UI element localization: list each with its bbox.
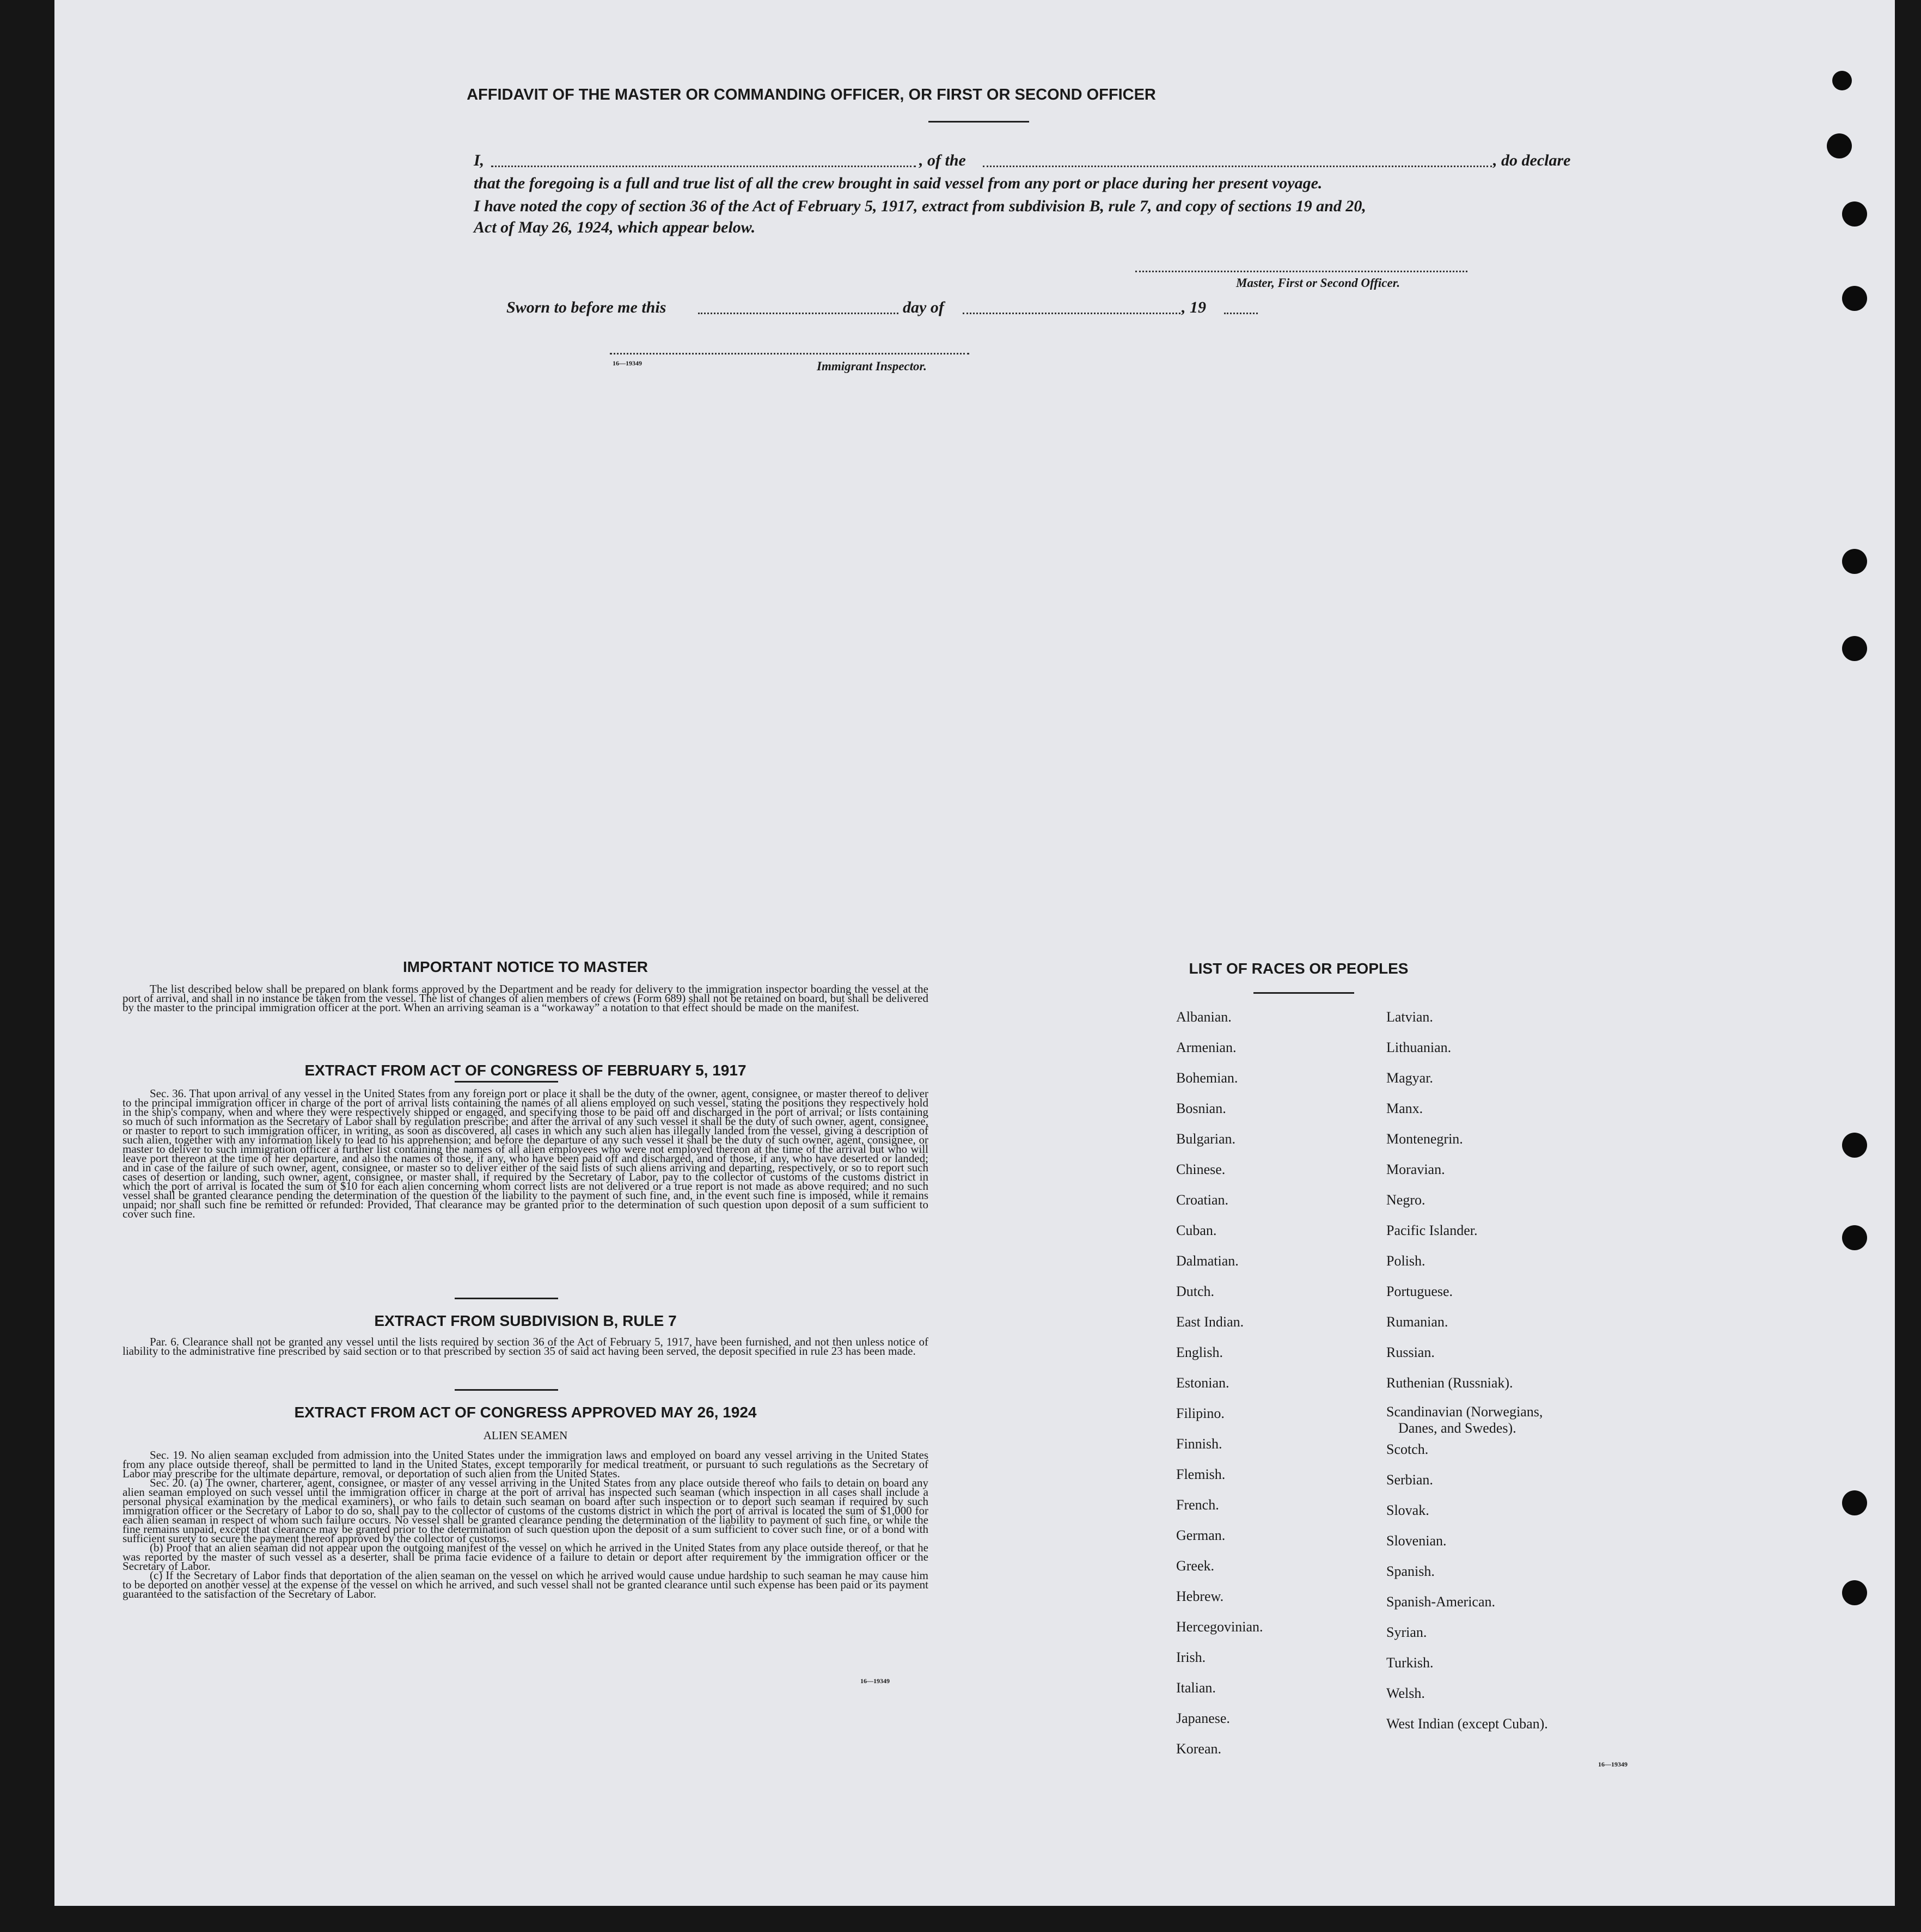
race-item: Scotch.: [1386, 1441, 1429, 1457]
extract-1917-title: EXTRACT FROM ACT OF CONGRESS OF FEBRUARY 5, 1917: [304, 1062, 747, 1079]
section-divider-2: [455, 1298, 558, 1299]
punch-hole: [1842, 636, 1867, 661]
race-item: Japanese.: [1176, 1710, 1230, 1726]
year-label: , 19: [1182, 298, 1206, 316]
form-number-top: 16—19349: [613, 359, 642, 367]
races-title-underline: [1253, 992, 1354, 994]
race-item: Moravian.: [1386, 1161, 1445, 1177]
sworn-line: [506, 298, 1323, 320]
declarant-prefix: I,: [474, 151, 485, 169]
race-item: German.: [1176, 1527, 1226, 1543]
race-item: English.: [1176, 1344, 1223, 1360]
race-item: East Indian.: [1176, 1314, 1244, 1330]
race-item: Hebrew.: [1176, 1588, 1224, 1604]
affidavit-line-1: [474, 151, 1601, 173]
extract-rule7-title: EXTRACT FROM SUBDIVISION B, RULE 7: [374, 1312, 677, 1329]
race-item: Slovenian.: [1386, 1533, 1447, 1549]
race-item: Welsh.: [1386, 1685, 1425, 1701]
race-item: Flemish.: [1176, 1466, 1226, 1482]
race-item: Irish.: [1176, 1649, 1206, 1665]
punch-hole: [1842, 201, 1867, 227]
race-item: Ruthenian (Russniak).: [1386, 1375, 1513, 1391]
extract-rule7-text: Par. 6. Clearance shall not be granted any vessel until the lists required by section 36 of the Act of February 5, 1917, have been furnished, and not then unless notice of liability to the administrative fine prescribed by said section or to that prescribed by section 35 of said act having been served, the deposit specified in rule 23 has been made.: [123, 1335, 928, 1358]
title-underline: [928, 121, 1029, 123]
races-left-column: [1176, 1002, 1263, 1764]
form-number-bottom-left: 16—19349: [860, 1677, 890, 1685]
inspector-signature-field[interactable]: [610, 353, 969, 354]
day-of-label: day of: [903, 298, 944, 316]
race-item: Slovak.: [1386, 1502, 1429, 1518]
signature-field[interactable]: [1135, 271, 1467, 272]
affidavit-line-4: Act of May 26, 1924, which appear below.: [474, 218, 756, 236]
race-item: Bohemian.: [1176, 1070, 1238, 1086]
race-item: Danes, and Swedes).: [1398, 1420, 1516, 1436]
race-item: Negro.: [1386, 1192, 1426, 1208]
punch-hole: [1842, 549, 1867, 574]
race-item: Manx.: [1386, 1100, 1423, 1116]
extract-1924-body: [123, 1448, 928, 1600]
sworn-month-field[interactable]: [963, 313, 1180, 314]
race-item: Finnish.: [1176, 1436, 1222, 1452]
of-the-label: , of the: [919, 151, 966, 169]
race-item: West Indian (except Cuban).: [1386, 1716, 1548, 1732]
punch-hole: [1832, 71, 1852, 90]
race-item: Serbian.: [1386, 1472, 1433, 1488]
race-item: Cuban.: [1176, 1222, 1217, 1238]
sworn-label: Sworn to before me this: [506, 298, 666, 316]
race-item: Spanish.: [1386, 1563, 1435, 1579]
affidavit-line-3: I have noted the copy of section 36 of the Act of February 5, 1917, extract from subdivision B, rule 7, and copy of sections 19 and 20,: [474, 197, 1366, 215]
punch-hole: [1842, 1580, 1867, 1605]
extract-1924-subtitle: ALIEN SEAMEN: [483, 1429, 568, 1442]
section-20a-text: Sec. 20. (a) The owner, charterer, agent, consignee, or master of any vessel arriving in the United States from any place outside thereof who fails to detain on board any alien seaman employed on such vessel until the immigration officer in charge at the port of arrival has inspected such seaman (which inspection in all cases shall include a personal physical examination by the medical examiners), or who fails to detain such seaman on board after such inspection or to deport such seaman if required by such immigration officer or the Secretary of Labor to do so, shall pay to the collector of customs of the customs district in which the port of arrival is located the sum of $1,000 for each alien seaman in respect of whom such failure occurs. No vessel shall be granted clearance pending the determination of the liability to payment of such fine, or while the fine remains unpaid, except that clearance may be granted prior to the determination of such question upon the deposit of a sum sufficient to cover such fine, or of a bond with sufficient surety to secure the payment thereof approved by the collector of customs.: [123, 1476, 928, 1545]
race-item: Turkish.: [1386, 1655, 1434, 1671]
race-item: Spanish-American.: [1386, 1594, 1496, 1610]
section-divider-3: [455, 1389, 558, 1391]
race-item: Portuguese.: [1386, 1283, 1453, 1299]
race-item: Albanian.: [1176, 1009, 1232, 1025]
race-item: Bosnian.: [1176, 1100, 1226, 1116]
punch-hole: [1842, 286, 1867, 311]
signature-label: Master, First or Second Officer.: [1236, 276, 1400, 290]
notice-text: The list described below shall be prepared on blank forms approved by the Department and be ready for delivery to the immigration inspector boarding the vessel at the port of arrival, and shall in no instance be taken from the vessel. The list of changes of alien members of crews (Form 689) shall not be retained on board, but shall be delivered by the master to the principal immigration officer at the port. When an arriving seaman is a “workaway” a notation to that effect should be made on the manifest.: [123, 982, 928, 1014]
affidavit-title: AFFIDAVIT OF THE MASTER OR COMMANDING OFFICER, OR FIRST OR SECOND OFFICER: [467, 86, 1156, 103]
race-item: Polish.: [1386, 1253, 1426, 1269]
race-item: Italian.: [1176, 1680, 1216, 1696]
race-item: Lithuanian.: [1386, 1040, 1452, 1055]
race-item: Chinese.: [1176, 1161, 1226, 1177]
section-20c-text: (c) If the Secretary of Labor finds that deportation of the alien seaman on the vessel on which he arrived would cause undue hardship to such seaman he may cause him to be deported on another vessel at the expense of the vessel on which he arrived, and such vessel shall not be granted clearance until such expense has been paid or its payment guaranteed to the satisfaction of the Secretary of Labor.: [123, 1569, 928, 1600]
race-item: Pacific Islander.: [1386, 1222, 1478, 1238]
race-item: Hercegovinian.: [1176, 1619, 1263, 1635]
declarant-name-field[interactable]: [491, 166, 916, 167]
races-title: LIST OF RACES OR PEOPLES: [1189, 960, 1409, 977]
race-item: Russian.: [1386, 1344, 1435, 1360]
sworn-year-field[interactable]: [1224, 313, 1258, 314]
punch-hole: [1842, 1490, 1867, 1515]
sworn-date-field[interactable]: [698, 313, 898, 314]
race-item: Croatian.: [1176, 1192, 1229, 1208]
document-page: [54, 0, 1895, 1906]
notice-title: IMPORTANT NOTICE TO MASTER: [402, 958, 649, 975]
race-item: Syrian.: [1386, 1624, 1427, 1640]
declare-label: , do declare: [1493, 151, 1571, 169]
race-item: Magyar.: [1386, 1070, 1433, 1086]
race-item: Rumanian.: [1386, 1314, 1448, 1330]
extract-1917-text: Sec. 36. That upon arrival of any vessel in the United States from any foreign port or place it shall be the duty of the owner, agent, consignee, or master thereof to deliver to the principal immigration officer in charge of the port of arrival lists containing the names of all aliens employed on such vessel, stating the positions they respectively hold in the ship's company, when and where they were respectively shipped or engaged, and specifying those to be paid off and discharged in the port of arrival; or lists containing so much of such information as the Secretary of Labor shall by regulation prescribe; and after the arrival of any such vessel it shall be the duty of such owner, agent, consignee, or master to report to such immigration officer, in writing, as soon as discovered, all cases in which any such alien has illegally landed from the vessel, giving a description of such alien, together with any information likely to lead to his apprehension; and before the departure of any such vessel it shall be the duty of such owner, agent, consignee, or master to deliver to such immigration officer a further list containing the names of all alien employees who were not employed thereon at the time of the arrival but who will leave port thereon at the time of her departure, and also the names of those, if any, who have been paid off and discharged, and of those, if any, who have deserted or landed; and in case of the failure of such owner, agent, consignee, or master so to deliver either of the said lists of such aliens arriving and departing, respectively, or so to report such cases of desertion or landing, such owner, agent, consignee, or master shall, if required by the Secretary of Labor, pay to the collector of customs of the customs district in which the port of arrival is located the sum of $10 for each alien concerning whom correct lists are not delivered or a true report is not made as above required; and no such vessel shall be granted clearance pending the determination of the question of the liability to the payment of such fine, and, in the event such fine is imposed, while it remains unpaid; nor shall such fine be remitted or refunded: Provided, That clearance may be granted prior to the determination of such question upon deposit of a sum sufficient to cover such fine.: [123, 1087, 928, 1220]
affidavit-line-2: that the foregoing is a full and true list of all the crew brought in said vessel from any port or place during her present voyage.: [474, 174, 1323, 192]
race-item: Bulgarian.: [1176, 1131, 1236, 1147]
punch-hole: [1842, 1225, 1867, 1250]
race-item: Filipino.: [1176, 1405, 1225, 1421]
race-item: Dalmatian.: [1176, 1253, 1239, 1269]
vessel-name-field[interactable]: [983, 166, 1492, 167]
form-number-bottom-right: 16—19349: [1598, 1760, 1628, 1768]
race-item: Greek.: [1176, 1558, 1215, 1574]
races-right-column: [1386, 1002, 1548, 1739]
race-item: Dutch.: [1176, 1283, 1215, 1299]
punch-hole: [1842, 1133, 1867, 1158]
extract-1924-title: EXTRACT FROM ACT OF CONGRESS APPROVED MAY 26, 1924: [294, 1404, 757, 1421]
race-item: Korean.: [1176, 1741, 1222, 1757]
section-20b-text: (b) Proof that an alien seaman did not appear upon the outgoing manifest of the vessel on which he arrived in the United States from any place outside thereof, or that he was reported by the master of such vessel as a deserter, shall be prima facie evidence of a failure to detain or deport after requirement by the immigration officer or the Secretary of Labor.: [123, 1541, 928, 1573]
section-19-text: Sec. 19. No alien seaman excluded from admission into the United States under the immigration laws and employed on board any vessel arriving in the United States from any place outside thereof, shall be permitted to land in the United States, except temporarily for medical treatment, or pursuant to such regulations as the Secretary of Labor may prescribe for the ultimate departure, removal, or deportation of such alien from the United States.: [123, 1448, 928, 1480]
race-item: Montenegrin.: [1386, 1131, 1463, 1147]
section-divider-1: [455, 1081, 558, 1083]
race-item: Armenian.: [1176, 1040, 1237, 1055]
punch-hole: [1827, 133, 1852, 158]
race-item: Latvian.: [1386, 1009, 1433, 1025]
race-item: Estonian.: [1176, 1375, 1229, 1391]
race-item: French.: [1176, 1497, 1219, 1513]
inspector-label: Immigrant Inspector.: [817, 359, 927, 373]
race-item: Scandinavian (Norwegians,: [1386, 1404, 1543, 1420]
